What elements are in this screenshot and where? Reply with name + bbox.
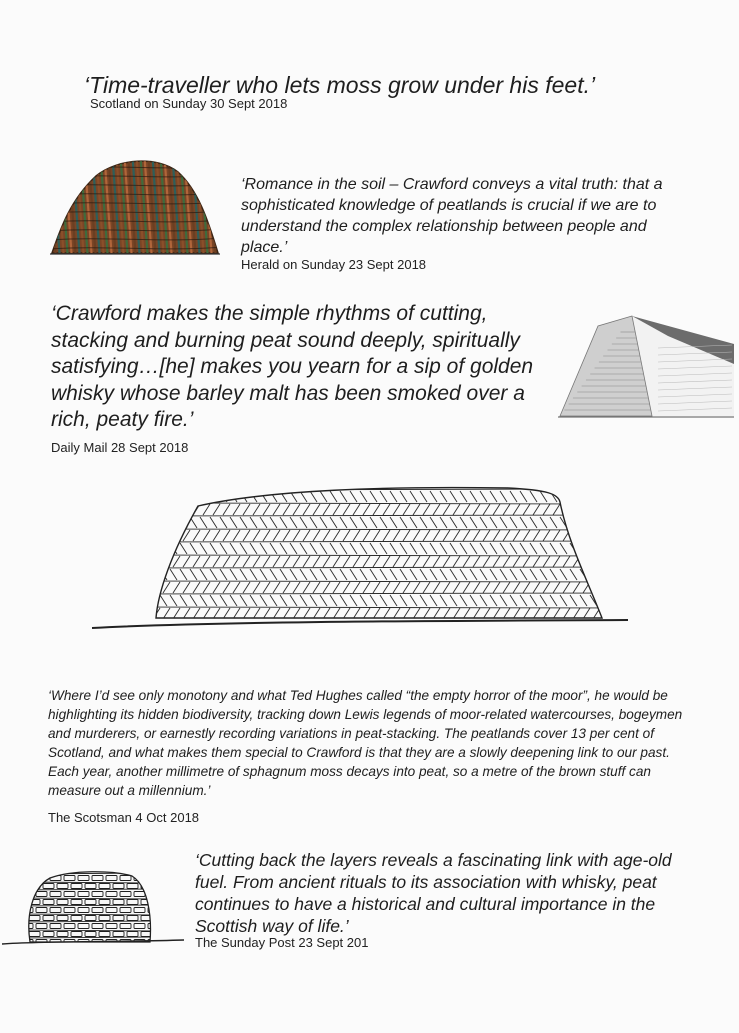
colored-peat-stack-icon bbox=[48, 150, 223, 260]
quote-3: ‘Crawford makes the simple rhythms of cutting, stacking and burning peat sound deeply, spiritually satisfying…[he] makes you yearn for a sip of golden whisky whose barley malt has been smoked over a rich, peaty fire.’ bbox=[51, 302, 534, 431]
quote-4: ‘Where I’d see only monotony and what Ted Hughes called “the empty horror of the moor”, he would be highlighting its hidden biodiversity, tracking down Lewis legends of moor-related watercourses, bogeymen and murderers, or earnestly recording variations in peat-stacking. The peatlands cover 13 per cent of Scotland, and what makes them special to Crawford is that they are a slowly deepening link to our past. Each year, another millimetre of sphagnum moss decays into peat, so a metre of the brown stuff can measure out a millennium.’ bbox=[48, 688, 683, 798]
quote-2-source: Herald on Sunday 23 Sept 2018 bbox=[241, 257, 427, 272]
quote-4-source: The Scotsman 4 Oct 2018 bbox=[48, 810, 200, 825]
quote-1-source: Scotland on Sunday 30 Sept 2018 bbox=[90, 96, 288, 111]
quote-5-source: The Sunday Post 23 Sept 201 bbox=[195, 935, 369, 950]
small-peat-stack-icon bbox=[2, 866, 184, 950]
large-peat-stack-icon bbox=[88, 482, 633, 634]
quote-2: ‘Romance in the soil – Crawford conveys a vital truth: that a sophisticated knowledge of peatlands is crucial if we are to understand the complex relationship between people and place.’ bbox=[241, 176, 663, 256]
quote-5: ‘Cutting back the layers reveals a fascinating link with age-old fuel. From ancient rituals to its association with whisky, peat continues to have a historical and cultural importance in the Scottish way of life.’ bbox=[195, 850, 672, 936]
quote-3-source: Daily Mail 28 Sept 2018 bbox=[51, 440, 189, 455]
quote-1: ‘Time-traveller who lets moss grow under his feet.’ bbox=[84, 72, 596, 98]
peat-bank-icon bbox=[558, 308, 734, 420]
